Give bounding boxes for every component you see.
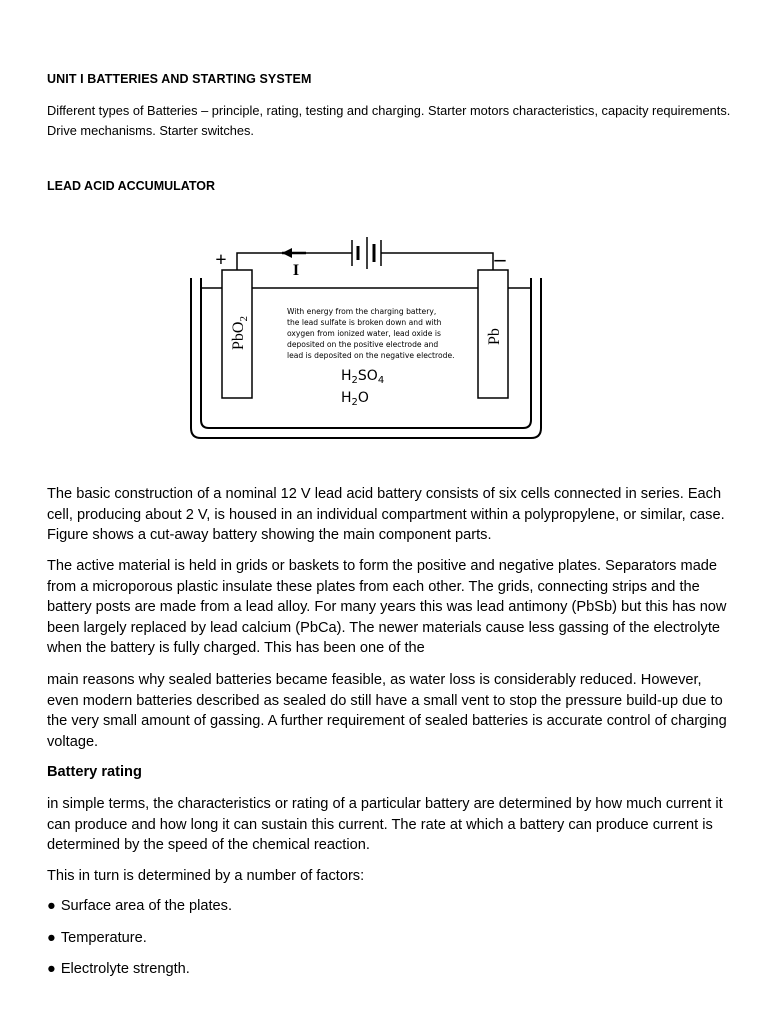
list-item-text: Temperature. bbox=[60, 930, 147, 946]
paragraph-construction: The basic construction of a nominal 12 V lead acid battery consists of six cells connected in series. Each cell, producing about 2 V, is housed in an individual compartment within a polypropylene, or similar, case. Figure shows a cut-away battery showing the main component parts. bbox=[47, 486, 725, 543]
wire-negative bbox=[386, 253, 493, 270]
section-heading: LEAD ACID ACCUMULATOR bbox=[47, 179, 216, 193]
battery-rating-heading: Battery rating bbox=[47, 764, 142, 780]
unit-syllabus-text: Different types of Batteries – principle, rating, testing and charging. Starter motors characteristics, capacity requirements. Drive mechanisms. Starter switches. bbox=[47, 103, 731, 138]
positive-plate-label: PbO bbox=[230, 321, 247, 350]
charging-note bbox=[287, 307, 455, 360]
list-item bbox=[47, 928, 147, 948]
current-arrow-icon bbox=[282, 248, 306, 258]
paragraph-factors-intro: This in turn is determined by a number of factors: bbox=[47, 868, 365, 884]
charging-note-line: lead is deposited on the negative electrode. bbox=[287, 351, 455, 360]
bullet-icon: ● bbox=[47, 930, 56, 946]
list-item bbox=[47, 959, 190, 979]
unit-title: UNIT I BATTERIES AND STARTING SYSTEM bbox=[47, 72, 312, 86]
paragraph-sealed-batteries: main reasons why sealed batteries became feasible, as water loss is considerably reduced. However, even modern batteries described as sealed do still have a small vent to stop the pressure build-up due to the very small amount of gassing. A further requirement of sealed batteries is accurate control of charging voltage. bbox=[47, 672, 727, 750]
list-item bbox=[47, 896, 232, 916]
water-formula: $H_2O$ bbox=[341, 390, 369, 408]
electrolyte-formula: $H_2SO_4$ bbox=[341, 368, 385, 386]
list-item-text: Surface area of the plates. bbox=[60, 898, 233, 914]
positive-terminal-sign: + bbox=[215, 249, 227, 271]
charging-note-line: deposited on the positive electrode and bbox=[287, 340, 439, 349]
list-item-text: Electrolyte strength. bbox=[60, 961, 190, 977]
current-label: I bbox=[292, 262, 300, 279]
negative-terminal-sign: – bbox=[494, 246, 506, 271]
paragraph-rating: in simple terms, the characteristics or rating of a particular battery are determined by how much current it can produce and how long it can sustain this current. The rate at which a battery can produce current is determined by the speed of the chemical reaction. bbox=[47, 796, 723, 853]
bullet-icon: ● bbox=[47, 898, 56, 914]
bullet-icon: ● bbox=[47, 961, 56, 977]
lead-acid-cell-diagram bbox=[186, 232, 546, 442]
negative-plate-label: Pb bbox=[486, 328, 503, 345]
charging-note-line: With energy from the charging battery, bbox=[287, 307, 437, 316]
charging-note-line: oxygen from ionized water, lead oxide is bbox=[287, 329, 441, 338]
paragraph-active-material: The active material is held in grids or baskets to form the positive and negative plates. Separators made from a microporous plastic insulate these plates from each other. The grids, connecting strips and the battery posts are made from a lead alloy. For many years this was lead antimony (PbSb) but this has now been largely replaced by lead calcium (PbCa). The newer materials cause less gassing of the electrolyte when the battery is fully charged. This has been one of the bbox=[47, 558, 727, 656]
charging-battery-symbol bbox=[352, 237, 386, 269]
positive-plate-label-subscript: 2 bbox=[238, 316, 250, 322]
charging-note-line: the lead sulfate is broken down and with bbox=[287, 318, 442, 327]
